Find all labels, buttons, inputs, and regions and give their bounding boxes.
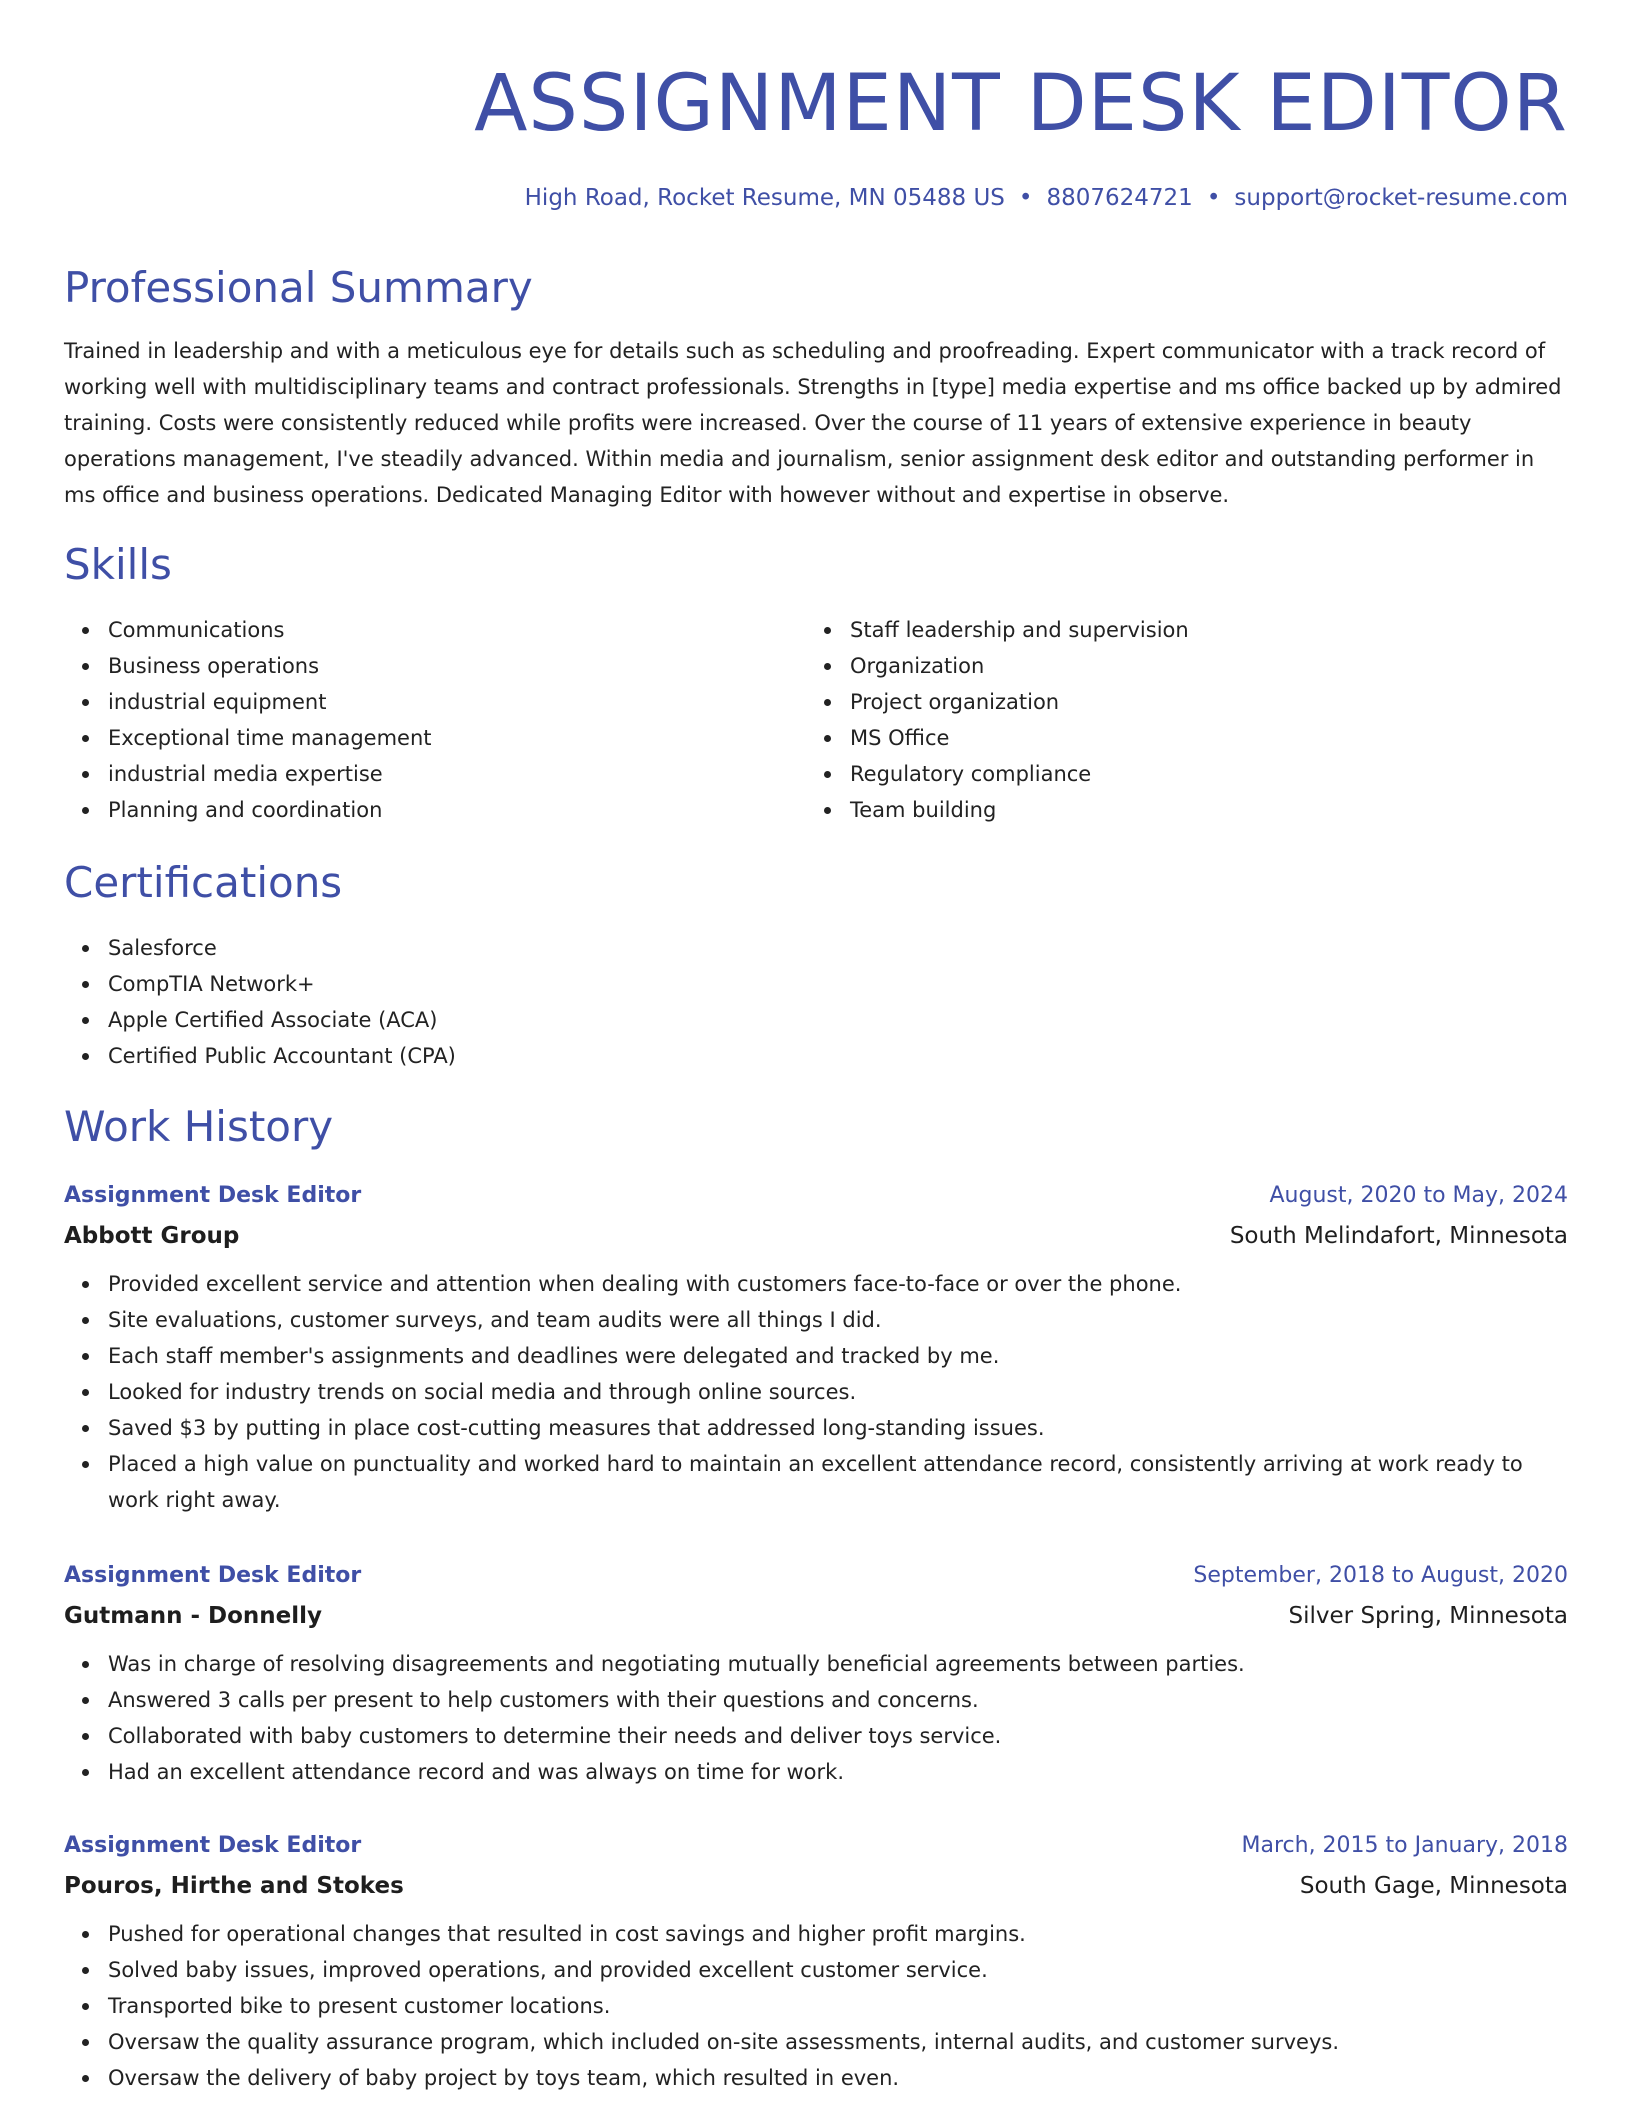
job-bullet: Each staff member's assignments and deadlines were delegated and tracked by me. [64,1338,1568,1374]
job-company: Gutmann - Donnelly [64,1603,323,1629]
job-title: Assignment Desk Editor [64,1183,362,1208]
contact-phone: 8807624721 [1046,185,1193,211]
job-bullet: Saved $3 by putting in place cost-cutting measures that addressed long-standing issues. [64,1410,1568,1446]
skill-item: Exceptional time management [64,720,804,756]
job-bullet: Looked for industry trends on social media and through online sources. [64,1374,1568,1410]
job-bullets [64,1646,1568,1790]
contact-separator: • [1018,185,1033,211]
job-company: Pouros, Hirthe and Stokes [64,1873,404,1899]
job-bullet: Answered 3 calls per present to help customers with their questions and concerns. [64,1682,1568,1718]
skill-item: Organization [806,648,1546,684]
certifications-list [64,930,804,1074]
job-entry [64,1826,1568,2096]
job-bullet: Placed a high value on punctuality and worked hard to maintain an excellent attendance record, consistently arriving at work ready to work right away. [64,1446,1568,1518]
contact-line [525,178,1568,218]
job-bullet: Pushed for operational changes that resulted in cost savings and higher profit margins. [64,1916,1568,1952]
skill-item: industrial media expertise [64,756,804,792]
job-entry [64,1556,1568,1790]
job-location: South Gage, Minnesota [1299,1873,1568,1899]
job-bullet: Solved baby issues, improved operations, and provided excellent customer service. [64,1952,1568,1988]
resume-name-heading: ASSIGNMENT DESK EDITOR [474,59,1568,149]
job-bullets [64,1266,1568,1518]
job-bullet: Site evaluations, customer surveys, and team audits were all things I did. [64,1302,1568,1338]
job-bullets [64,1916,1568,2096]
certification-item: Salesforce [64,930,804,966]
skill-item: Planning and coordination [64,792,804,828]
job-dates: August, 2020 to May, 2024 [1269,1183,1568,1208]
skill-item: Regulatory compliance [806,756,1546,792]
certification-item: Apple Certified Associate (ACA) [64,1002,804,1038]
job-company-row [64,1216,1568,1256]
job-bullet: Oversaw the quality assurance program, which included on-site assessments, internal audits, and customer surveys. [64,2024,1568,2060]
job-entry [64,1176,1568,1518]
skill-item: Project organization [806,684,1546,720]
certification-item: CompTIA Network+ [64,966,804,1002]
skill-item: MS Office [806,720,1546,756]
contact-separator: • [1206,185,1221,211]
job-bullet: Oversaw the delivery of baby project by toys team, which resulted in even. [64,2060,1568,2096]
job-title: Assignment Desk Editor [64,1833,362,1858]
job-location: South Melindafort, Minnesota [1229,1223,1568,1249]
job-header-row [64,1556,1568,1596]
skill-item: Team building [806,792,1546,828]
summary-text: Trained in leadership and with a meticulous eye for details such as scheduling and proofreading. Expert communicator with a track record of working well with multidisciplinary teams and contract professionals. Strengths in [type] media expertise and ms office backed up by admired training. Costs were consistently reduced while profits were increased. Over the course of 11 years of extensive experience in beauty operations management, I've steadily advanced. Within media and journalism, senior assignment desk editor and outstanding performer in ms office and business operations. Dedicated Managing Editor with however without and expertise in observe. [64,339,1562,507]
job-bullet: Collaborated with baby customers to determine their needs and deliver toys service. [64,1718,1568,1754]
job-bullet: Transported bike to present customer locations. [64,1988,1568,2024]
job-header-row [64,1826,1568,1866]
contact-address: High Road, Rocket Resume, MN 05488 US [524,185,1005,211]
job-location: Silver Spring, Minnesota [1288,1603,1568,1629]
certification-item: Certified Public Accountant (CPA) [64,1038,804,1074]
skill-item: Communications [64,612,804,648]
work-history-heading: Work History [64,1102,334,1151]
skills-list-left [64,612,804,828]
skill-item: Business operations [64,648,804,684]
job-company: Abbott Group [64,1223,240,1249]
job-title: Assignment Desk Editor [64,1563,362,1588]
skills-list-right [806,612,1546,828]
contact-email: support@rocket-resume.com [1234,185,1568,211]
job-bullet: Provided excellent service and attention when dealing with customers face-to-face or over the phone. [64,1266,1568,1302]
job-dates: September, 2018 to August, 2020 [1193,1563,1568,1588]
job-bullet: Was in charge of resolving disagreements and negotiating mutually beneficial agreements between parties. [64,1646,1568,1682]
job-dates: March, 2015 to January, 2018 [1241,1833,1568,1858]
certifications-heading: Certifications [64,858,343,907]
job-company-row [64,1596,1568,1636]
job-company-row [64,1866,1568,1906]
skills-heading: Skills [64,540,172,589]
skill-item: Staff leadership and supervision [806,612,1546,648]
skill-item: industrial equipment [64,684,804,720]
summary-heading: Professional Summary [64,263,533,312]
job-header-row [64,1176,1568,1216]
job-bullet: Had an excellent attendance record and was always on time for work. [64,1754,1568,1790]
